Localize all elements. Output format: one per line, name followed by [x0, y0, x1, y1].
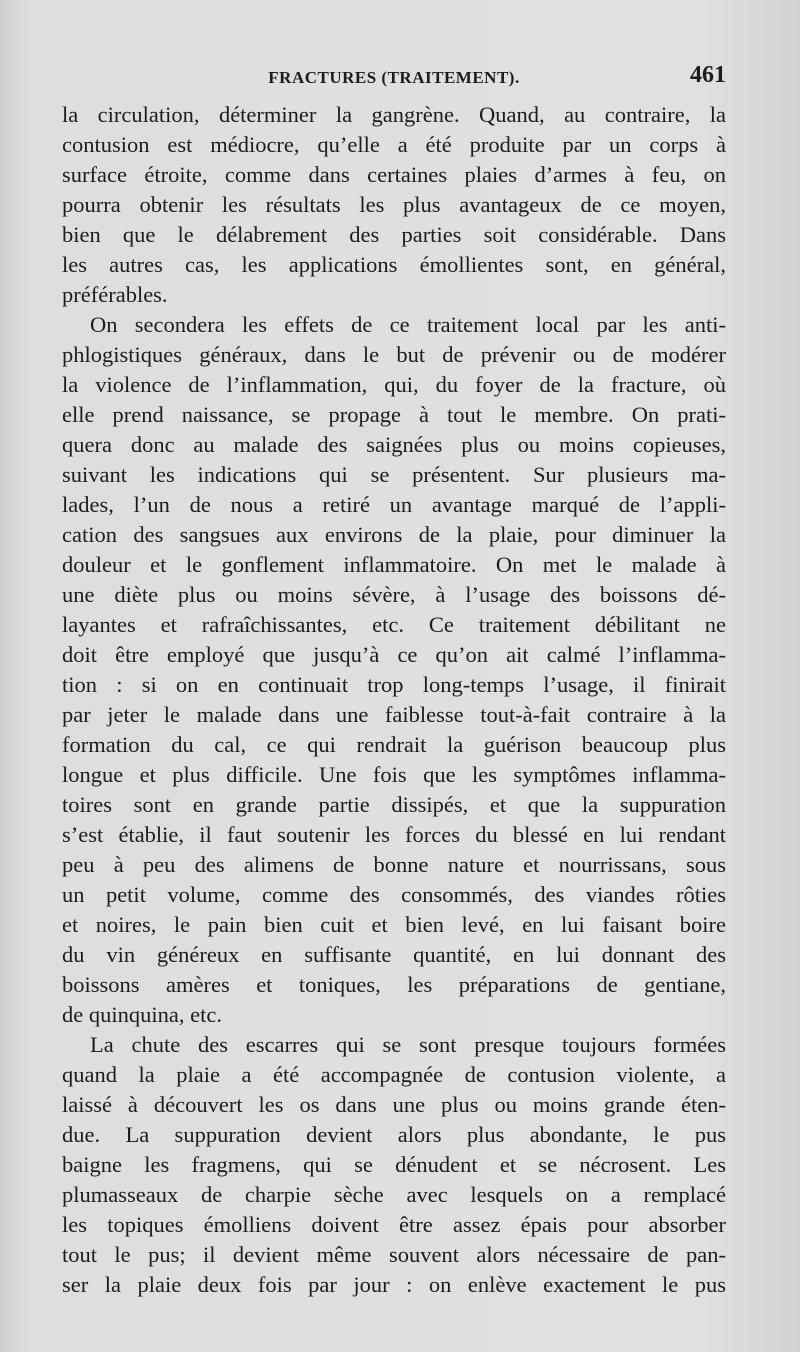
text-line: du vin généreux en suffisante quantité, en lui donnant des — [62, 942, 726, 967]
text-line: un petit volume, comme des consommés, des viandes rôties — [62, 882, 726, 907]
text-line: longue et plus difficile. Une fois que les symptômes inflamma- — [62, 762, 726, 787]
text-line: due. La suppuration devient alors plus abondante, le pus — [62, 1122, 726, 1147]
text-line: les topiques émolliens doivent être assez épais pour absorber — [62, 1212, 726, 1237]
text-line: tion : si on en continuait trop long-temps l’usage, il finirait — [62, 672, 726, 697]
text-line: une diète plus ou moins sévère, à l’usage des boissons dé- — [62, 582, 726, 607]
running-title: FRACTURES (TRAITEMENT). — [268, 68, 520, 87]
text-line: baigne les fragmens, qui se dénudent et se nécrosent. Les — [62, 1152, 726, 1177]
page-header — [62, 62, 726, 94]
text-line: On secondera les effets de ce traitement local par les anti- — [90, 312, 726, 337]
text-line: préférables. — [62, 282, 168, 307]
text-line: la circulation, déterminer la gangrène. Quand, au contraire, la — [62, 102, 726, 127]
text-line: bien que le délabrement des parties soit considérable. Dans — [62, 222, 726, 247]
text-line: suivant les indications qui se présentent. Sur plusieurs ma- — [62, 462, 726, 487]
text-line: pourra obtenir les résultats les plus avantageux de ce moyen, — [62, 192, 726, 217]
text-line: formation du cal, ce qui rendrait la guérison beaucoup plus — [62, 732, 726, 757]
text-line: quera donc au malade des saignées plus ou moins copieuses, — [62, 432, 726, 457]
text-line: doit être employé que jusqu’à ce qu’on ait calmé l’inflamma- — [62, 642, 726, 667]
text-line: ser la plaie deux fois par jour : on enlève exactement le pus — [62, 1272, 726, 1297]
text-line: laissé à découvert les os dans une plus ou moins grande éten- — [62, 1092, 726, 1117]
text-line: cation des sangsues aux environs de la plaie, pour diminuer la — [62, 522, 726, 547]
text-line: douleur et le gonflement inflammatoire. On met le malade à — [62, 552, 726, 577]
text-line: phlogistiques généraux, dans le but de prévenir ou de modérer — [62, 342, 726, 367]
body-text — [62, 100, 726, 1300]
text-line: les autres cas, les applications émollientes sont, en général, — [62, 252, 726, 277]
text-line: contusion est médiocre, qu’elle a été produite par un corps à — [62, 132, 726, 157]
page-number: 461 — [690, 62, 726, 88]
text-line: de quinquina, etc. — [62, 1002, 222, 1027]
text-line: La chute des escarres qui se sont presque toujours formées — [90, 1032, 726, 1057]
text-line: la violence de l’inflammation, qui, du foyer de la fracture, où — [62, 372, 726, 397]
text-line: tout le pus; il devient même souvent alors nécessaire de pan- — [62, 1242, 726, 1267]
text-line: par jeter le malade dans une faiblesse tout-à-fait contraire à la — [62, 702, 726, 727]
text-line: layantes et rafraîchissantes, etc. Ce traitement débilitant ne — [62, 612, 726, 637]
text-line: et noires, le pain bien cuit et bien levé, en lui faisant boire — [62, 912, 726, 937]
text-line: surface étroite, comme dans certaines plaies d’armes à feu, on — [62, 162, 726, 187]
text-line: quand la plaie a été accompagnée de contusion violente, a — [62, 1062, 726, 1087]
text-line: toires sont en grande partie dissipés, et que la suppuration — [62, 792, 726, 817]
text-line: plumasseaux de charpie sèche avec lesquels on a remplacé — [62, 1182, 726, 1207]
text-line: peu à peu des alimens de bonne nature et nourrissans, sous — [62, 852, 726, 877]
text-line: lades, l’un de nous a retiré un avantage marqué de l’appli- — [62, 492, 726, 517]
text-line: elle prend naissance, se propage à tout le membre. On prati- — [62, 402, 726, 427]
text-line: s’est établie, il faut soutenir les forces du blessé en lui rendant — [62, 822, 726, 847]
text-line: boissons amères et toniques, les préparations de gentiane, — [62, 972, 726, 997]
